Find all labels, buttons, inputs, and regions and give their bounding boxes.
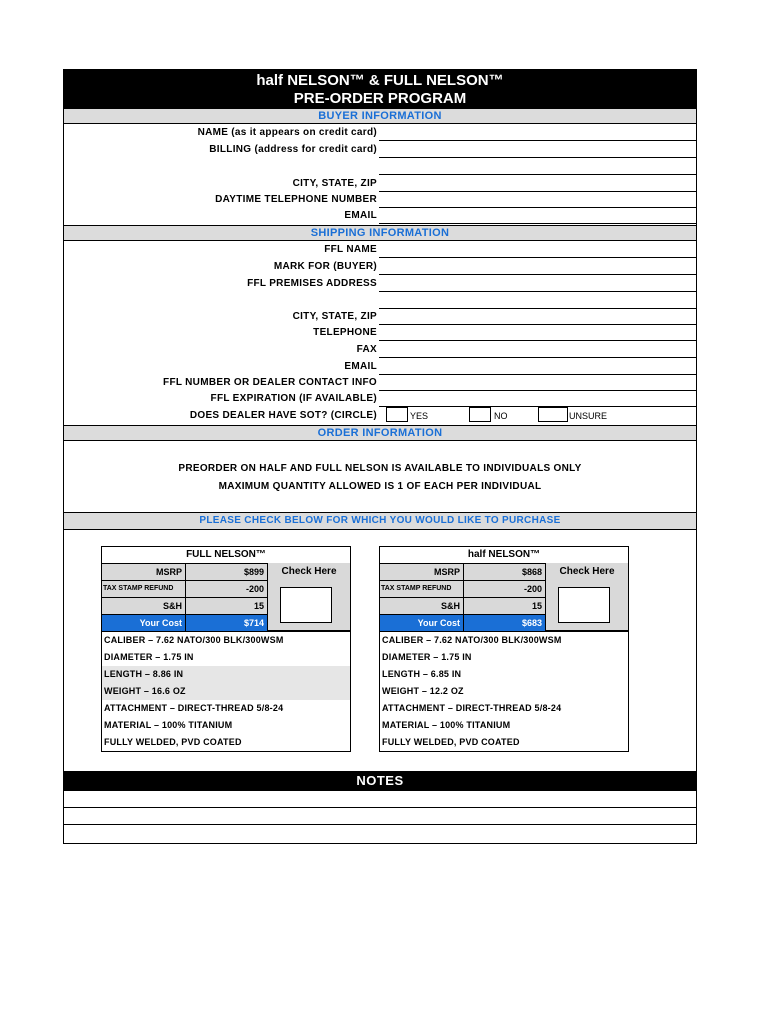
order-notice-2: MAXIMUM QUANTITY ALLOWED IS 1 OF EACH PER INDIVIDUAL	[218, 481, 542, 492]
notes-line-2[interactable]	[64, 824, 696, 825]
half-tax-value: -200	[464, 581, 546, 597]
full-spec-length: LENGTH – 8.86 IN	[102, 666, 350, 683]
half-tax-label: TAX STAMP REFUND	[380, 581, 464, 597]
form-title	[64, 70, 696, 108]
full-cost-label: Your Cost	[102, 615, 186, 631]
half-cost-value: $683	[464, 615, 546, 631]
sot-no-checkbox[interactable]	[469, 407, 491, 422]
shipping-email-label: EMAIL	[344, 361, 377, 372]
full-sh-value: 15	[186, 598, 268, 614]
half-sh-label: S&H	[380, 598, 464, 614]
half-msrp-value: $868	[464, 564, 546, 580]
buyer-name-field[interactable]	[379, 124, 697, 141]
buyer-section-header: BUYER INFORMATION	[64, 108, 696, 124]
title-line-1: half NELSON™ & FULL NELSON™	[256, 72, 504, 89]
half-nelson-checkbox[interactable]	[558, 587, 610, 623]
title-line-2: PRE-ORDER PROGRAM	[293, 90, 467, 107]
buyer-city-field[interactable]	[379, 175, 697, 192]
half-nelson-title: half NELSON™	[380, 547, 628, 564]
full-tax-label: TAX STAMP REFUND	[102, 581, 186, 597]
ffl-number-label: FFL NUMBER OR DEALER CONTACT INFO	[163, 377, 377, 388]
half-spec-length: LENGTH – 6.85 IN	[382, 669, 462, 679]
half-spec-material: MATERIAL – 100% TITANIUM	[382, 720, 511, 730]
half-check-label: Check Here	[559, 566, 615, 577]
half-check-column	[546, 563, 628, 631]
sot-no-label: NO	[494, 411, 508, 421]
shipping-telephone-field[interactable]	[379, 324, 697, 341]
half-nelson-card	[379, 546, 629, 752]
half-sh-value: 15	[464, 598, 546, 614]
full-nelson-checkbox[interactable]	[280, 587, 332, 623]
ffl-premises-field-2[interactable]	[379, 292, 697, 309]
half-cost-label: Your Cost	[380, 615, 464, 631]
buyer-city-label: CITY, STATE, ZIP	[292, 178, 377, 189]
half-spec-finish: FULLY WELDED, PVD COATED	[382, 737, 520, 747]
full-spec-weight: WEIGHT – 16.6 OZ	[102, 683, 350, 700]
full-spec-material: MATERIAL – 100% TITANIUM	[104, 720, 233, 730]
shipping-email-field[interactable]	[379, 358, 697, 375]
notes-line-3[interactable]	[64, 807, 696, 808]
buyer-billing-field[interactable]	[379, 141, 697, 158]
full-spec-caliber: CALIBER – 7.62 NATO/300 BLK/300WSM	[104, 635, 284, 645]
sot-question-label: DOES DEALER HAVE SOT? (CIRCLE)	[189, 410, 377, 421]
buyer-email-field[interactable]	[379, 207, 697, 224]
full-spec-attachment: ATTACHMENT – DIRECT-THREAD 5/8-24	[104, 703, 284, 713]
sot-yes-label: YES	[410, 411, 429, 421]
half-spec-diameter: DIAMETER – 1.75 IN	[382, 652, 472, 662]
full-msrp-value: $899	[186, 564, 268, 580]
shipping-section-header: SHIPPING INFORMATION	[64, 225, 696, 241]
buyer-billing-field-2[interactable]	[379, 158, 697, 175]
notes-header: NOTES	[64, 771, 696, 791]
ffl-name-label: FFL NAME	[324, 244, 377, 255]
full-sh-label: S&H	[102, 598, 186, 614]
full-check-label: Check Here	[281, 566, 337, 577]
half-spec-caliber: CALIBER – 7.62 NATO/300 BLK/300WSM	[382, 635, 562, 645]
ffl-premises-label: FFL PREMISES ADDRESS	[247, 278, 377, 289]
full-nelson-card	[101, 546, 351, 752]
preorder-form	[63, 69, 697, 844]
sot-unsure-checkbox[interactable]	[538, 407, 568, 422]
order-section-header: ORDER INFORMATION	[64, 425, 696, 441]
full-cost-value: $714	[186, 615, 268, 631]
mark-for-field[interactable]	[379, 258, 697, 275]
full-nelson-title: FULL NELSON™	[102, 547, 350, 564]
half-msrp-label: MSRP	[380, 564, 464, 580]
shipping-fax-label: FAX	[356, 344, 377, 355]
ffl-number-field[interactable]	[379, 374, 697, 391]
buyer-email-label: EMAIL	[344, 210, 377, 221]
shipping-telephone-label: TELEPHONE	[313, 327, 377, 338]
order-notice-1: PREORDER ON HALF AND FULL NELSON IS AVAILABLE TO INDIVIDUALS ONLY	[178, 463, 582, 474]
ffl-name-field[interactable]	[379, 241, 697, 258]
full-check-column	[268, 563, 350, 631]
shipping-city-field[interactable]	[379, 308, 697, 325]
full-tax-value: -200	[186, 581, 268, 597]
ffl-expiration-field[interactable]	[379, 390, 697, 407]
buyer-name-label: NAME (as it appears on credit card)	[197, 127, 377, 138]
sot-yes-checkbox[interactable]	[386, 407, 408, 422]
full-spec-finish: FULLY WELDED, PVD COATED	[104, 737, 242, 747]
full-spec-diameter: DIAMETER – 1.75 IN	[104, 652, 194, 662]
sot-unsure-label: UNSURE	[569, 411, 608, 421]
ffl-expiration-label: FFL EXPIRATION (IF AVAILABLE)	[210, 393, 377, 404]
mark-for-label: MARK FOR (BUYER)	[273, 261, 377, 272]
half-spec-attachment: ATTACHMENT – DIRECT-THREAD 5/8-24	[382, 703, 562, 713]
purchase-prompt: PLEASE CHECK BELOW FOR WHICH YOU WOULD LIKE TO PURCHASE	[64, 512, 696, 530]
buyer-billing-label: BILLING (address for credit card)	[209, 144, 377, 155]
ffl-premises-field[interactable]	[379, 275, 697, 292]
shipping-city-label: CITY, STATE, ZIP	[292, 311, 377, 322]
full-msrp-label: MSRP	[102, 564, 186, 580]
half-spec-weight: WEIGHT – 12.2 OZ	[382, 686, 464, 696]
buyer-phone-field[interactable]	[379, 191, 697, 208]
shipping-fax-field[interactable]	[379, 341, 697, 358]
buyer-phone-label: DAYTIME TELEPHONE NUMBER	[215, 194, 377, 205]
